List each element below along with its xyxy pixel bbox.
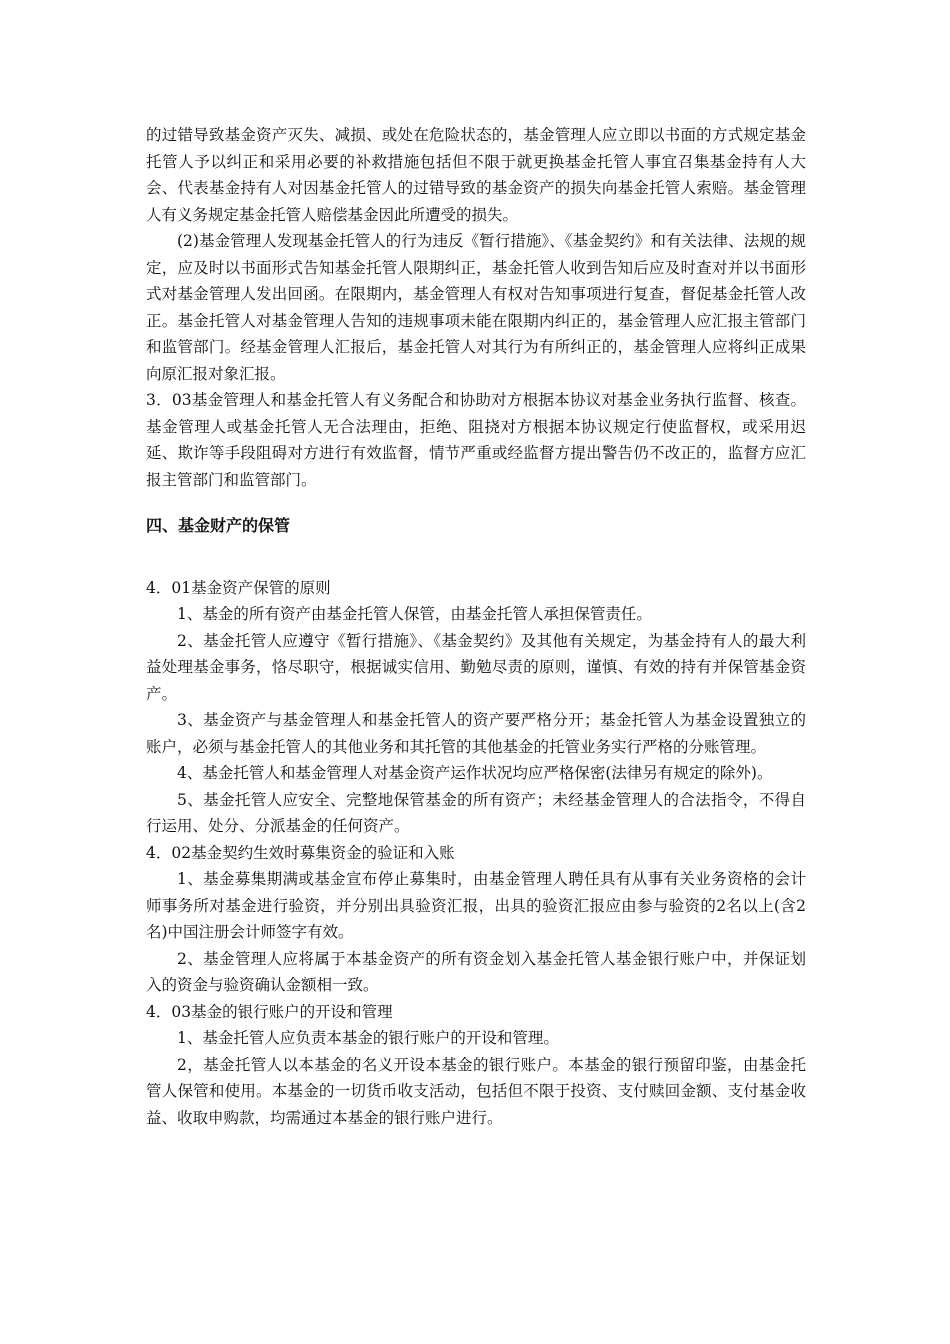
- paragraph: 2、基金管理人应将属于本基金资产的所有资金划入基金托管人基金银行账户中，并保证划入的资金与验资确认金额相一致。: [146, 949, 806, 994]
- paragraph: 3、基金资产与基金管理人和基金托管人的资产要严格分开；基金托管人为基金设置独立的账户，必须与基金托管人的其他业务和其托管的其他基金的托管业务实行严格的分账管理。: [146, 711, 806, 756]
- paragraph: 的过错导致基金资产灭失、减损、或处在危险状态的，基金管理人应立即以书面的方式规定基金托管人予以纠正和采用必要的补救措施包括但不限于就更换基金托管人事宜召集基金持有人大会、代表基金持有人对因基金托管人的过错导致的基金资产的损失向基金托管人索赔。基金管理人有义务规定基金托管人赔偿基金因此所遭受的损失。: [146, 126, 806, 224]
- clause-title: 4．01基金资产保管的原则: [146, 578, 331, 597]
- paragraph: (2)基金管理人发现基金托管人的行为违反《暂行措施》、《基金契约》和有关法律、法规的规定，应及时以书面形式告知基金托管人限期纠正，基金托管人收到告知后应及时查对并以书面形式对基金管理人发出回函。在限期内，基金管理人有权对告知事项进行复查，督促基金托管人改正。基金托管人对基金管理人告知的违规事项未能在限期内纠正的，基金管理人应汇报主管部门和监管部门。经基金管理人汇报后，基金托管人对其行为有所纠正的，基金管理人应将纠正成果向原汇报对象汇报。: [146, 232, 806, 383]
- paragraph: 1、基金募集期满或基金宣布停止募集时，由基金管理人聘任具有从事有关业务资格的会计师事务所对基金进行验资，并分别出具验资汇报，出具的验资汇报应由参与验资的2名以上(含2名)中国注册会计师签字有效。: [146, 870, 806, 941]
- paragraph: 2、基金托管人应遵守《暂行措施》、《基金契约》及其他有关规定，为基金持有人的最大利益处理基金事务，恪尽职守，根据诚实信用、勤勉尽责的原则，谨慎、有效的持有并保管基金资产。: [146, 631, 806, 703]
- paragraph: 1、基金托管人应负责本基金的银行账户的开设和管理。: [177, 1029, 559, 1047]
- paragraph: 1、基金的所有资产由基金托管人保管，由基金托管人承担保管责任。: [177, 605, 652, 623]
- paragraph: 5、基金托管人应安全、完整地保管基金的所有资产；未经基金管理人的合法指令，不得自行运用、处分、分派基金的任何资产。: [146, 790, 806, 835]
- clause-title: 4．03基金的银行账户的开设和管理: [146, 1002, 393, 1021]
- clause-paragraph: 3．03基金管理人和基金托管人有义务配合和协助对方根据本协议对基金业务执行监督、核查。基金管理人或基金托管人无合法理由，拒绝、阻挠对方根据本协议规定行使监督权，或采用迟延、欺诈等手段阻碍对方进行有效监督，情节严重或经监督方提出警告仍不改正的，监督方应汇报主管部门和监管部门。: [146, 391, 806, 489]
- paragraph: 4、基金托管人和基金管理人对基金资产运作状况均应严格保密(法律另有规定的除外)。: [177, 764, 773, 782]
- paragraph: 2，基金托管人以本基金的名义开设本基金的银行账户。本基金的银行预留印鉴，由基金托管人保管和使用。本基金的一切货币收支活动，包括但不限于投资、支付赎回金额、支付基金收益、收取申购款，均需通过本基金的银行账户进行。: [146, 1055, 806, 1127]
- document-page: [146, 122, 806, 1131]
- clause-title: 4．02基金契约生效时募集资金的验证和入账: [146, 843, 455, 862]
- section-heading: 四、基金财产的保管: [146, 516, 291, 535]
